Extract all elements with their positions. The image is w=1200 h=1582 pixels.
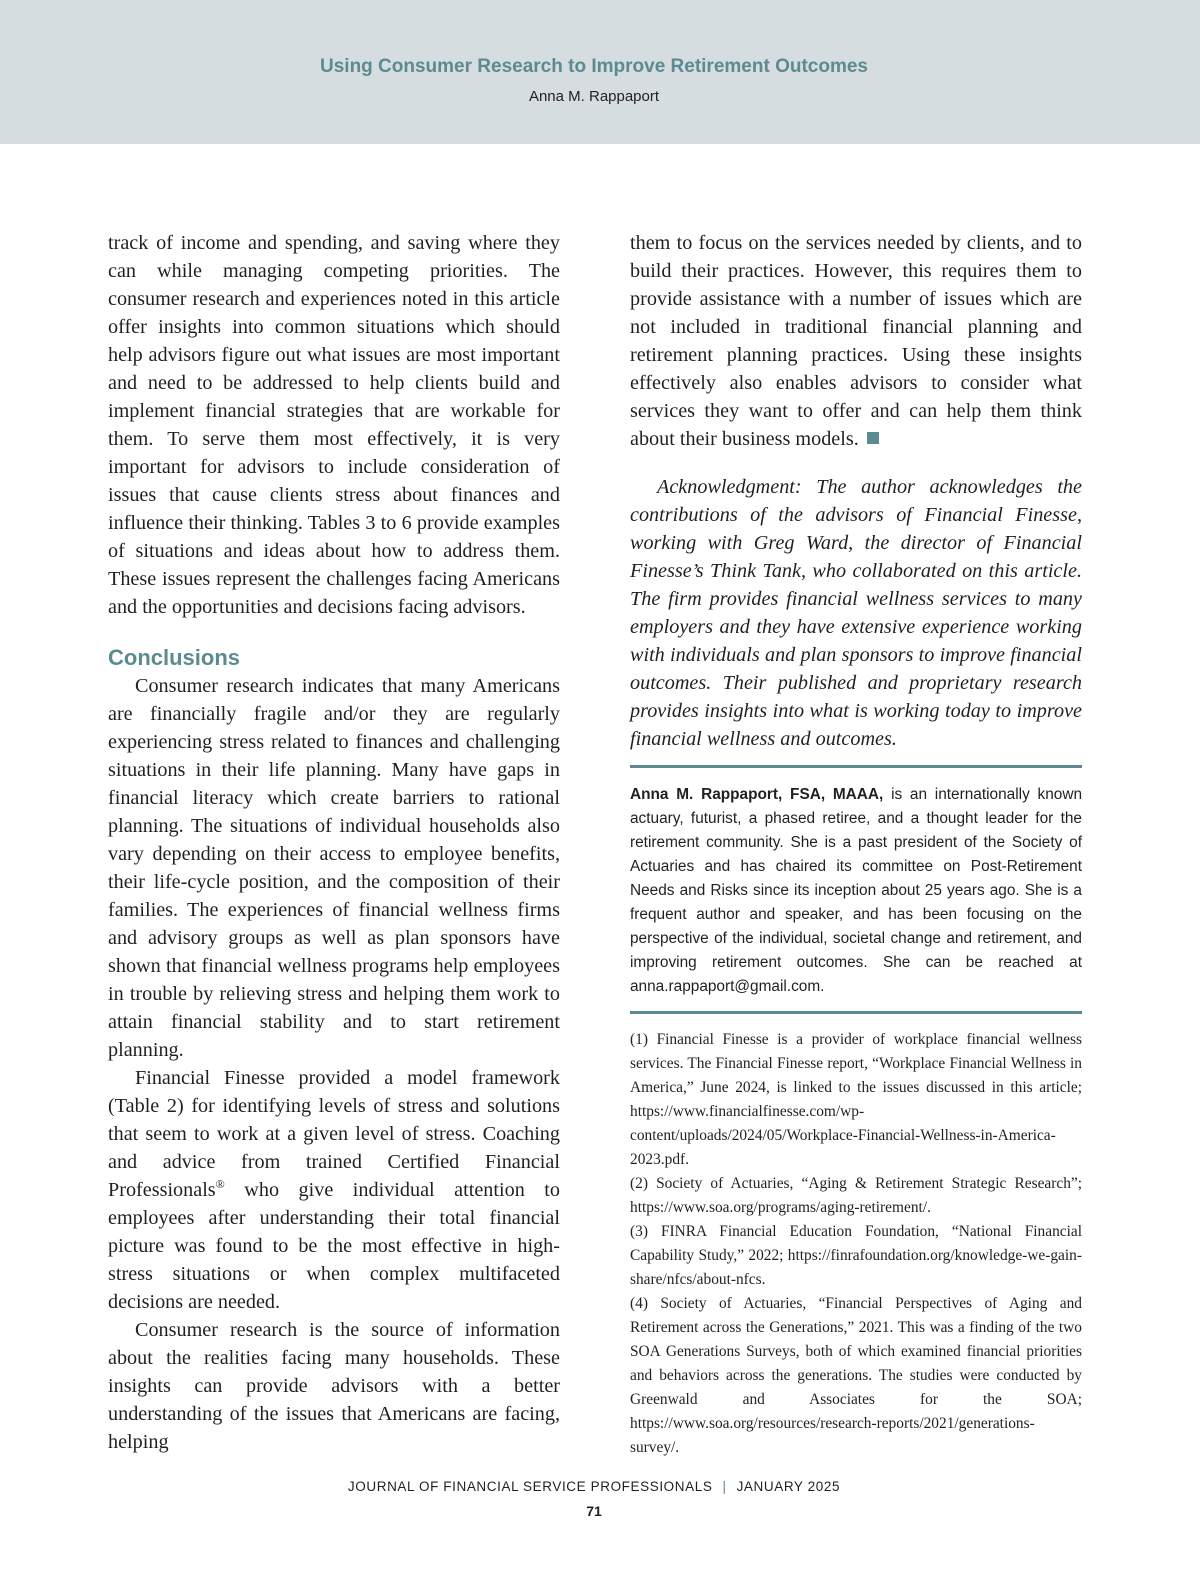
left-column (108, 229, 560, 1456)
acknowledgment: Acknowledgment: The author acknowledges the contributions of the advisors of Financial Finesse, working with Greg Ward, the director of Financial Finesse’s Think Tank, who collaborated on this article. The firm provides financial wellness services to many employers and they have extensive experience working with individuals and plan sponsors to improve financial outcomes. Their published and proprietary research provides insights into what is working today to improve financial wellness and outcomes. (630, 476, 1082, 750)
end-of-article-square-icon (867, 432, 879, 444)
issue-date: JANUARY 2025 (736, 1479, 841, 1494)
body-paragraph (108, 1064, 560, 1316)
section-heading: Conclusions (108, 645, 241, 670)
body-paragraph: Consumer research is the source of information about the realities facing many households. These insights can provide advisors with a better understanding of the issues that Americans are facing, helping (108, 1319, 560, 1453)
body-paragraph (630, 229, 1082, 453)
endnote: (1) Financial Finesse is a provider of workplace financial wellness services. The Financial Finesse report, “Workplace Financial Wellness in America,” June 2024, is linked to the issues discussed in this article; https://www.financialfinesse.com/wp-content/uploads/2024/05/Workplace-Financial-Wellness-in-America-2023.pdf. (630, 1031, 1082, 1168)
article-title: Using Consumer Research to Improve Retirement Outcomes (320, 56, 868, 77)
right-column (630, 229, 1082, 1460)
body-text: who give individual attention to employees after understanding their total financial picture was found to be the most effective in high-stress situations or when complex multifaceted decisions are needed. (108, 1179, 560, 1313)
body-text: them to focus on the services needed by clients, and to build their practices. However, this requires them to provide assistance with a number of issues which are not included in traditional financial planning and retirement planning practices. Using these insights effectively also enables advisors to consider what services they want to offer and can help them think about their business models. (630, 232, 1082, 450)
endnote: (2) Society of Actuaries, “Aging & Retirement Strategic Research”; https://www.soa.org/programs/aging-retirement/. (630, 1175, 1082, 1216)
registered-mark: ® (215, 1177, 225, 1191)
body-text: Financial Finesse provided a model framework (Table 2) for identifying levels of stress and solutions that seem to work at a given level of stress. Coaching and advice from trained Certified Financial Professionals (108, 1067, 560, 1201)
author-bio (630, 783, 1082, 999)
page-header (0, 0, 1200, 144)
divider (630, 1011, 1082, 1014)
divider (630, 765, 1082, 768)
page-number: 71 (586, 1503, 602, 1519)
endnotes (630, 1028, 1082, 1460)
body-paragraph: Consumer research indicates that many Americans are financially fragile and/or they are regularly experiencing stress related to finances and challenging situations in their life planning. Many have gaps in financial literacy which create barriers to rational planning. The situations of individual households also vary depending on their access to employee benefits, their life-cycle position, and the composition of their families. The experiences of financial wellness firms and advisory groups as well as plan sponsors have shown that financial wellness programs help employees in trouble by relieving stress and helping them work to attain financial stability and to start retirement planning. (108, 675, 560, 1061)
bio-name: Anna M. Rappaport, FSA, MAAA, (630, 786, 884, 803)
article-author: Anna M. Rappaport (528, 88, 660, 105)
footer (0, 1479, 1188, 1494)
bio-text: is an internationally known actuary, futurist, a phased retiree, and a thought leader for the retirement community. She is a past president of the Society of Actuaries and has chaired its committee on Post-Retirement Needs and Risks since its inception about 25 years ago. She is a frequent author and speaker, and has been focusing on the perspective of the individual, societal change and retirement, and improving retirement outcomes. She can be reached at anna.rappaport@gmail.com. (630, 786, 1083, 995)
journal-name: JOURNAL OF FINANCIAL SERVICE PROFESSIONALS (347, 1479, 713, 1494)
endnote: (4) Society of Actuaries, “Financial Perspectives of Aging and Retirement across the Generations,” 2021. This was a finding of the two SOA Generations Surveys, both of which examined financial priorities and behaviors across the generations. The studies were conducted by Greenwald and Associates for the SOA; https://www.soa.org/resources/research-reports/2021/generations-survey/. (630, 1295, 1082, 1456)
footer-separator: | (722, 1479, 727, 1494)
endnote: (3) FINRA Financial Education Foundation, “National Financial Capability Study,” 2022; https://finrafoundation.org/knowledge-we-gain-share/nfcs/about-nfcs. (630, 1223, 1082, 1288)
body-paragraph: track of income and spending, and saving where they can while managing competing priorities. The consumer research and experiences noted in this article offer insights into common situations which should help advisors figure out what issues are most important and need to be addressed to help clients build and implement financial strategies that are workable for them. To serve them most effectively, it is very important for advisors to include consideration of issues that cause clients stress about finances and influence their thinking. Tables 3 to 6 provide examples of situations and ideas about how to address them. These issues represent the challenges facing Americans and the opportunities and decisions facing advisors. (108, 232, 560, 618)
